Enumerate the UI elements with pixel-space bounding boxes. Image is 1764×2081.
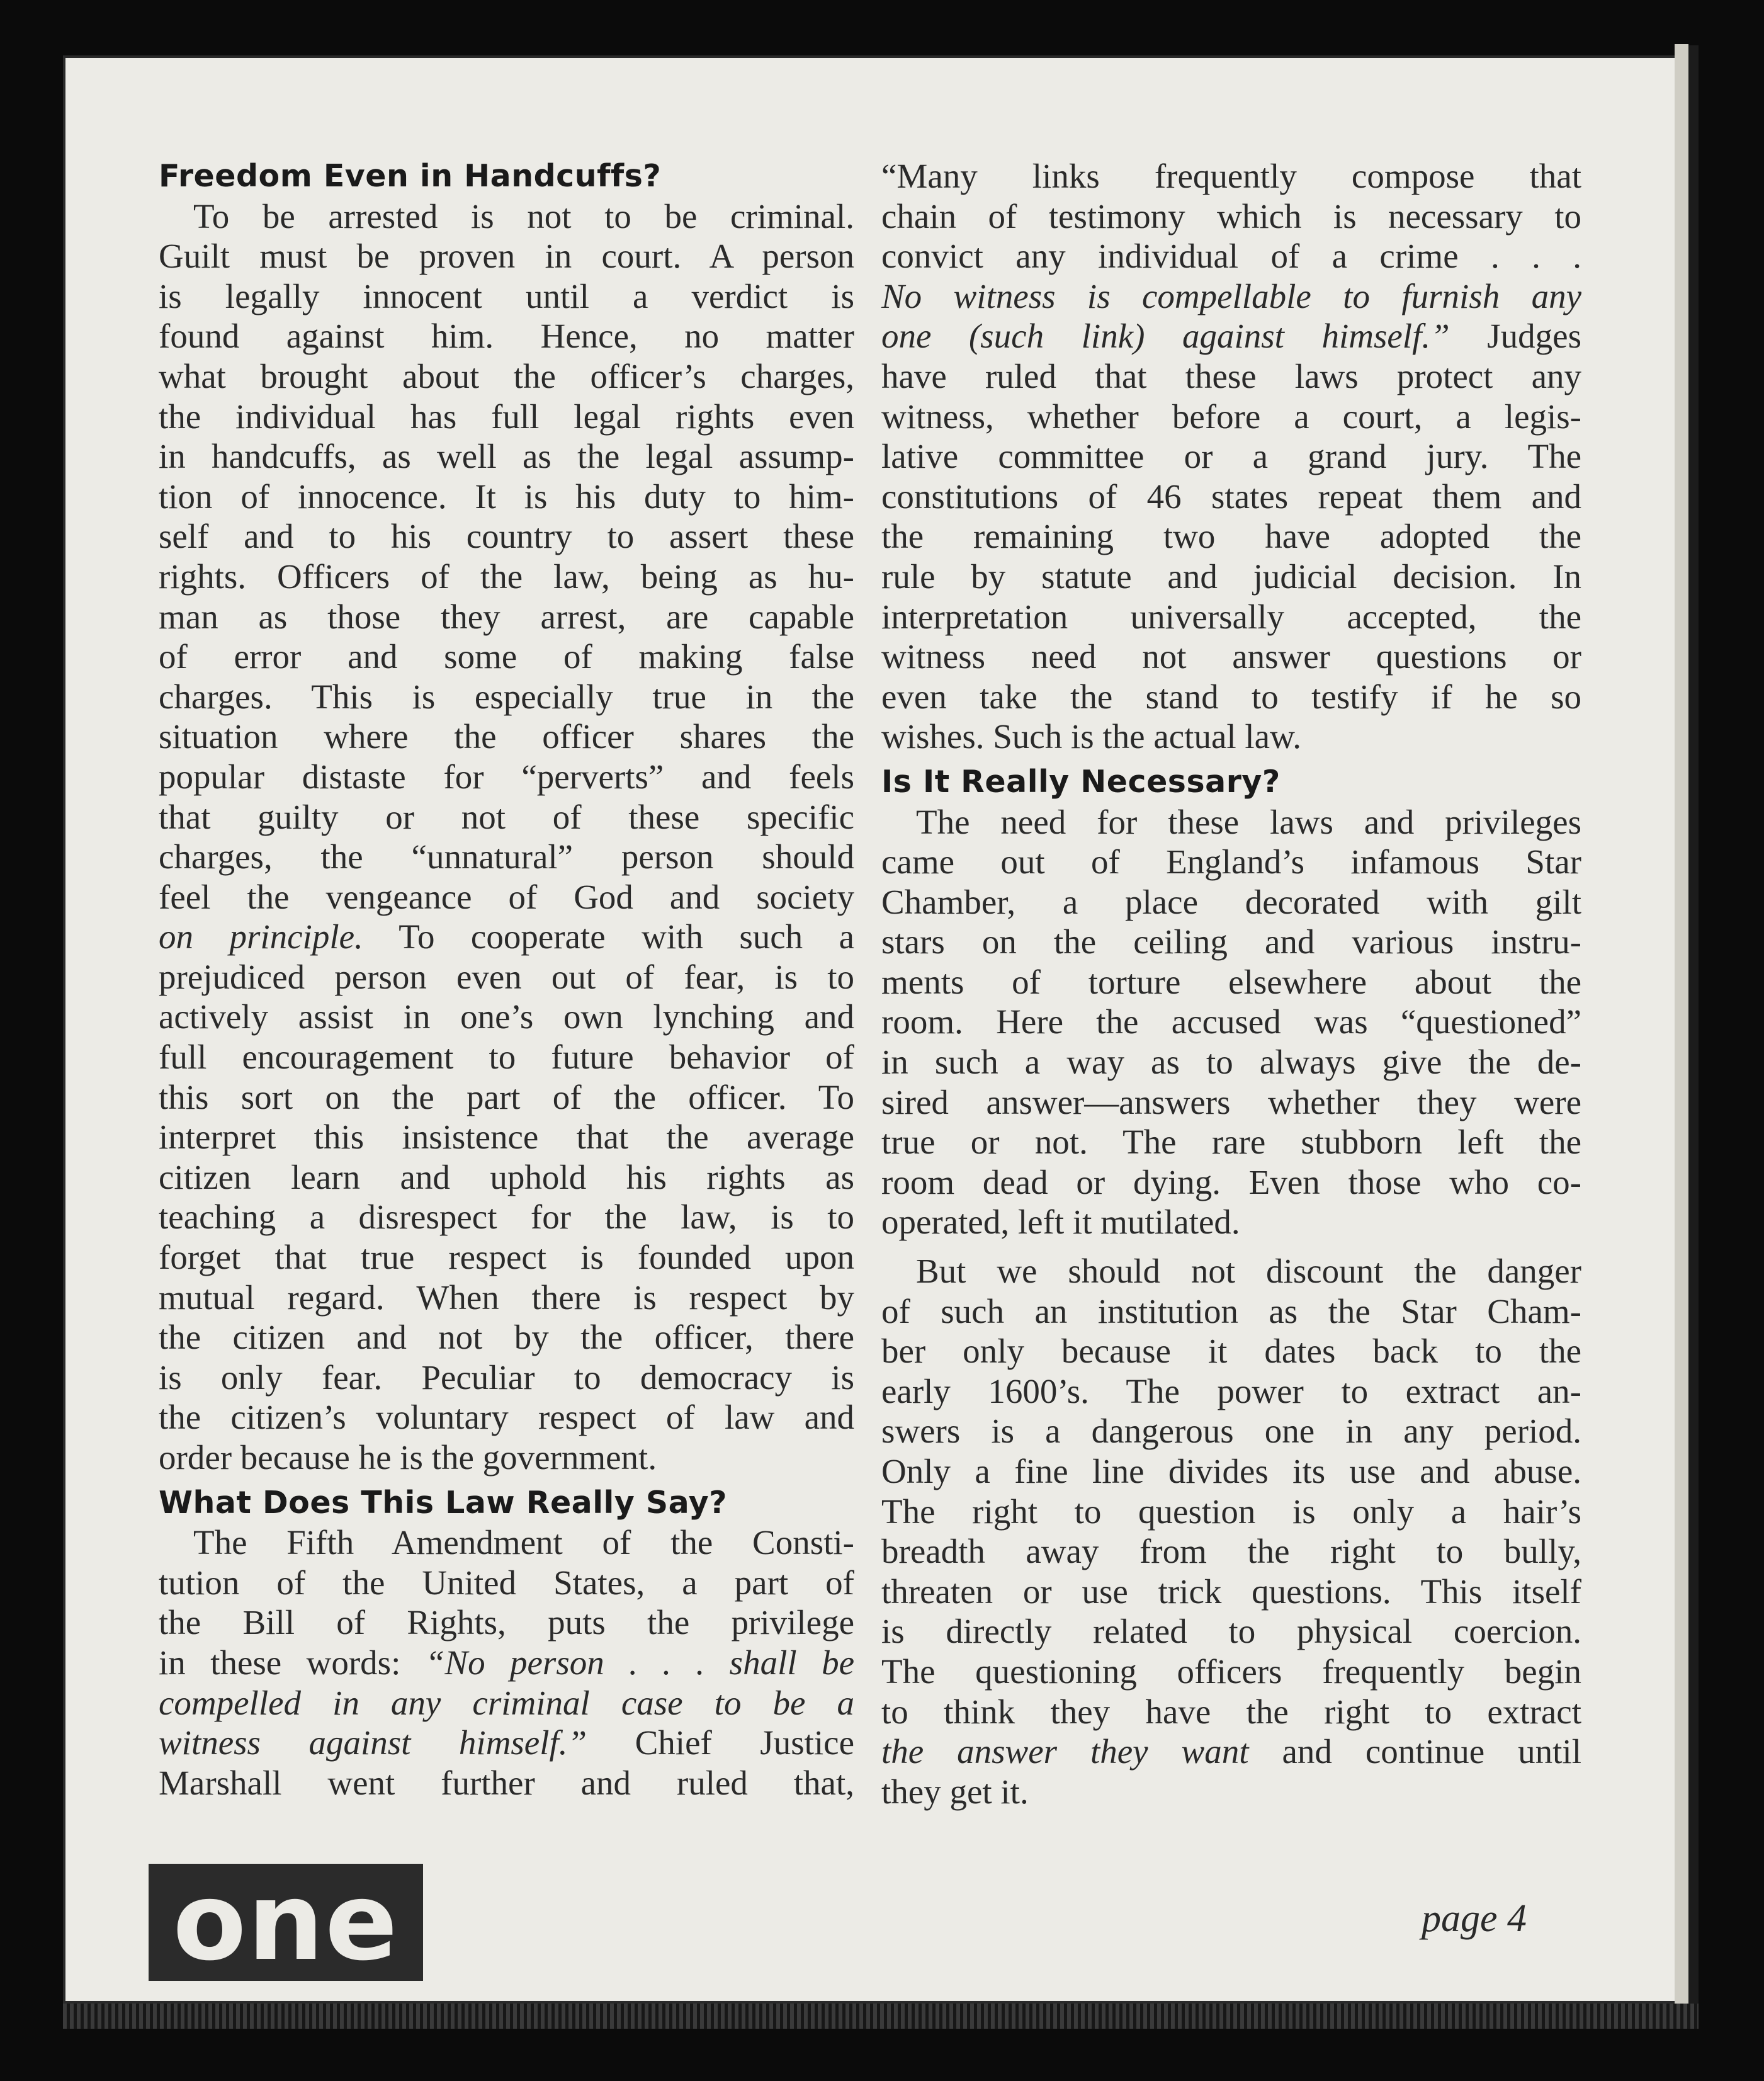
text-line: “Many links frequently compose that — [881, 157, 1581, 195]
text-line: ber only because it dates back to the — [881, 1332, 1581, 1371]
right-column — [881, 156, 1581, 1812]
text-line: witness, whether before a court, a legis- — [881, 397, 1581, 436]
text-line — [881, 276, 1581, 317]
text-line: interpretation universally accepted, the — [881, 597, 1581, 636]
text-line: the Bill of Rights, puts the privilege — [159, 1603, 854, 1642]
text-line: wishes. Such is the actual law. — [881, 717, 1301, 756]
text-line: feel the vengeance of God and society — [159, 877, 854, 916]
text-line: is directly related to physical coercion. — [881, 1612, 1581, 1651]
text-line: self and to his country to assert these — [159, 517, 854, 556]
text-line: the remaining two have adopted the — [881, 517, 1581, 556]
page-edge-shadow — [1675, 44, 1688, 2009]
italic-quote: witness against himself.” — [159, 1723, 587, 1762]
text-line: tion of innocence. It is his duty to him- — [159, 477, 854, 516]
text-line: what brought about the officer’s charges, — [159, 356, 854, 395]
text-line: interpret this insistence that the average — [159, 1118, 854, 1157]
text-line: actively assist in one’s own lynching and — [159, 997, 854, 1036]
text-line: room. Here the accused was “questioned” — [881, 1002, 1581, 1041]
text-run: Judges — [1449, 317, 1581, 356]
text-line: Marshall went further and ruled that, — [159, 1763, 854, 1802]
text-line: lative committee or a grand jury. The — [881, 437, 1581, 476]
text-line: mutual regard. When there is respect by — [159, 1278, 854, 1317]
text-line: the individual has full legal rights even — [159, 397, 854, 436]
text-line: The Fifth Amendment of the Consti- — [193, 1523, 854, 1562]
text-line — [881, 1732, 1581, 1772]
text-line: The need for these laws and privileges — [916, 802, 1581, 841]
text-line: is legally innocent until a verdict is — [159, 276, 854, 315]
text-run: Chief Justice — [587, 1723, 854, 1762]
heading-is-it-necessary: Is It Really Necessary? — [881, 763, 1281, 800]
text-line — [159, 1643, 854, 1683]
italic-quote: No witness is compellable to furnish any — [881, 276, 1581, 315]
italic-quote: one (such link) against himself.” — [881, 317, 1450, 356]
text-line: situation where the officer shares the — [159, 717, 854, 756]
text-line: they get it. — [881, 1772, 1029, 1811]
italic-quote: compelled in any criminal case to be a — [159, 1683, 854, 1722]
italic-phrase: on principle. — [159, 917, 363, 956]
text-line: But we should not discount the danger — [916, 1252, 1581, 1291]
text-line: even take the stand to testify if he so — [881, 677, 1581, 716]
text-line: Guilt must be proven in court. A person — [159, 237, 854, 276]
text-line: the citizen’s voluntary respect of law and — [159, 1398, 854, 1437]
text-line: early 1600’s. The power to extract an- — [881, 1371, 1581, 1410]
text-line: the citizen and not by the officer, there — [159, 1318, 854, 1357]
one-magazine-logo: one — [149, 1864, 423, 1981]
text-line: The right to question is only a hair’s — [881, 1492, 1581, 1531]
text-line: sired answer—answers whether they were — [881, 1082, 1581, 1121]
text-line: found against him. Hence, no matter — [159, 317, 854, 356]
text-line: To be arrested is not to be criminal. — [193, 196, 854, 235]
text-run: and continue until — [1248, 1732, 1581, 1771]
italic-phrase: the answer they want — [881, 1732, 1249, 1771]
page-number: page 4 — [1422, 1897, 1527, 1940]
left-column — [159, 156, 854, 1803]
text-line: ments of torture elsewhere about the — [881, 962, 1581, 1001]
text-line: to think they have the right to extract — [881, 1692, 1581, 1731]
text-line: The questioning officers frequently begin — [881, 1652, 1581, 1691]
text-line — [159, 1683, 854, 1723]
text-line: rule by statute and judicial decision. In — [881, 557, 1581, 596]
text-line: witness need not answer questions or — [881, 637, 1581, 676]
text-line: Chamber, a place decorated with gilt — [881, 882, 1581, 921]
text-line: operated, left it mutilated. — [881, 1203, 1240, 1242]
text-line: room dead or dying. Even those who co- — [881, 1162, 1581, 1201]
text-line: teaching a disrespect for the law, is to — [159, 1198, 854, 1237]
text-line: true or not. The rare stubborn left the — [881, 1123, 1581, 1162]
text-line: charges. This is especially true in the — [159, 677, 854, 716]
text-line: in such a way as to always give the de- — [881, 1043, 1581, 1082]
text-line: have ruled that these laws protect any — [881, 356, 1581, 395]
text-line: order because he is the government. — [159, 1438, 657, 1477]
text-line: convict any individual of a crime . . . — [881, 237, 1581, 276]
text-line — [881, 316, 1581, 356]
text-line: popular distaste for “perverts” and feels — [159, 757, 854, 796]
text-line: swers is a dangerous one in any period. — [881, 1412, 1581, 1451]
text-line: full encouragement to future behavior of — [159, 1038, 854, 1077]
text-line: of such an institution as the Star Cham- — [881, 1291, 1581, 1330]
text-line: came out of England’s infamous Star — [881, 842, 1581, 882]
text-line: prejudiced person even out of fear, is to — [159, 957, 854, 996]
heading-what-does-law-say: What Does This Law Really Say? — [159, 1484, 728, 1521]
text-line: citizen learn and uphold his rights as — [159, 1157, 854, 1196]
text-line: threaten or use trick questions. This itself — [881, 1572, 1581, 1611]
text-line: rights. Officers of the law, being as hu- — [159, 557, 854, 596]
italic-quote: “No person . . . shall be — [425, 1643, 854, 1682]
text-line: of error and some of making false — [159, 637, 854, 676]
text-line: tution of the United States, a part of — [159, 1563, 854, 1602]
heading-freedom-handcuffs: Freedom Even in Handcuffs? — [159, 158, 662, 194]
text-line — [159, 917, 854, 957]
text-line: chain of testimony which is necessary to — [881, 196, 1581, 235]
text-line: stars on the ceiling and various instru- — [881, 922, 1581, 961]
text-line: forget that true respect is founded upon — [159, 1238, 854, 1277]
text-line: that guilty or not of these specific — [159, 797, 854, 836]
text-line: in handcuffs, as well as the legal assump- — [159, 437, 854, 476]
text-line — [159, 1723, 854, 1763]
text-line: breadth away from the right to bully, — [881, 1532, 1581, 1571]
text-line: man as those they arrest, are capable — [159, 597, 854, 636]
page-edge-bottom — [63, 2004, 1699, 2029]
text-run: To cooperate with such a — [363, 917, 854, 956]
text-line: constitutions of 46 states repeat them and — [881, 477, 1581, 516]
text-run: in these words: — [159, 1643, 426, 1682]
text-line: Only a fine line divides its use and abuse. — [881, 1452, 1581, 1490]
text-line: this sort on the part of the officer. To — [159, 1077, 854, 1116]
text-line: is only fear. Peculiar to democracy is — [159, 1358, 854, 1397]
text-line: charges, the “unnatural” person should — [159, 837, 854, 876]
